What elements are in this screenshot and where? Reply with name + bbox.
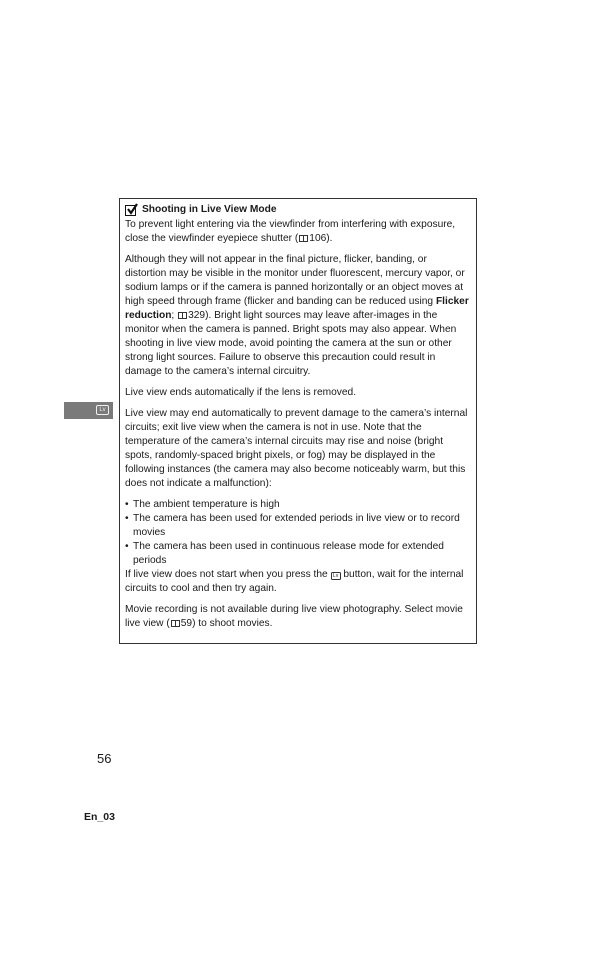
footer-label: En_03 [84,811,115,823]
page-reference: 329 [188,310,206,321]
page-reference-icon [299,235,308,242]
list-item: • The ambient temperature is high [125,498,470,512]
list-item: • The camera has been used for extended periods in live view or to record movies [125,512,470,540]
caution-check-icon [125,205,136,216]
section-tab [64,402,113,419]
live-view-button-icon: Lv [331,572,341,580]
note-title: Shooting in Live View Mode [142,204,277,215]
note-paragraph-6: Movie recording is not available during live view photography. Select movie live view ( 59) to shoot movies. [125,604,463,629]
page-reference: 106 [309,233,327,244]
page-number: 56 [97,751,112,766]
page-reference-icon [171,620,180,627]
note-paragraph-3: Live view ends automatically if the lens is removed. [125,387,357,398]
list-item: • The camera has been used in continuous release mode for extended periods [125,540,470,568]
note-paragraph-4: Live view may end automatically to prevent damage to the camera’s internal circuits; exit live view when the camera is not in use. Note that the temperature of the camera’s internal circuits may rise and noise (bright spots, randomly-spaced bright pixels, or fog) may be displayed in the following instances (the camera may also become noticeably warm, but this does not indicate a malfunction): [125,408,468,489]
note-heading [125,203,470,217]
note-paragraph-1: To prevent light entering via the viewfinder from interfering with exposure, close the viewfinder eyepiece shutter ( 106). [125,219,456,244]
note-paragraph-2: Although they will not appear in the final picture, flicker, banding, or distortion may be visible in the monitor under fluorescent, mercury vapor, or sodium lamps or if the camera is panned horizontally or an object moves at high speed through frame (flicker and banding can be reduced using Flicker reduction; 329). Bright light sources may leave after-images in the monitor when the camera is panned. Bright spots may also appear. When shooting in live view mode, avoid pointing the camera at the sun or other strong light sources. Failure to observe this precaution could result in damage to the camera’s internal circuitry. [125,254,469,377]
menu-item-reference: Flicker reduction [125,296,469,321]
live-view-icon: Lv [96,405,109,415]
page-reference: 59 [180,618,193,629]
page-reference-icon [178,312,187,319]
note-paragraph-5: If live view does not start when you press the Lv button, wait for the internal circuits to cool and then try again. [125,569,464,594]
caution-note-box [119,198,477,644]
conditions-list [125,498,470,568]
